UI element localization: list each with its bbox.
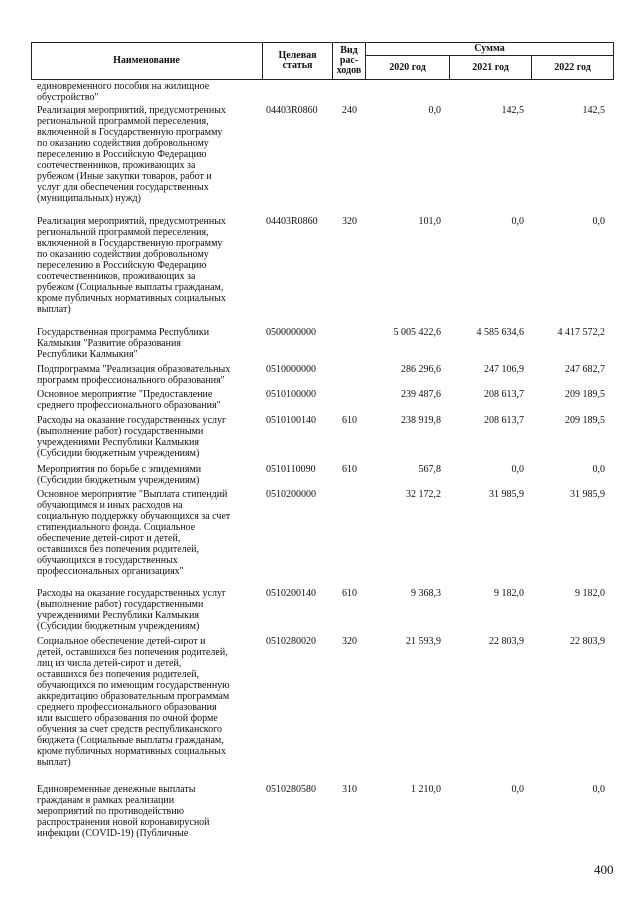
row-name: Государственная программа Республики Калмыкия "Развитие образования Республики Калмыкия" bbox=[37, 327, 210, 360]
header-year-2020: 2020 год bbox=[389, 61, 426, 73]
row-name: Расходы на оказание государственных услуг (выполнение работ) государственными учреждениями Республики Калмыкия (Субсидии бюджетным учреждениям) bbox=[37, 415, 227, 459]
header-year-2022: 2022 год bbox=[554, 61, 591, 73]
header-target-article: Целевая статья bbox=[278, 50, 317, 71]
row-value-2021: 31 985,9 bbox=[489, 489, 524, 500]
row-value-2020: 239 487,6 bbox=[401, 389, 441, 400]
row-value-2021: 0,0 bbox=[511, 784, 524, 795]
row-target-article: 0510100000 bbox=[266, 389, 316, 400]
row-value-2020: 0,0 bbox=[428, 105, 441, 116]
row-expense-type: 240 bbox=[342, 105, 357, 116]
header-sum: Сумма bbox=[474, 42, 505, 54]
row-target-article: 0510200000 bbox=[266, 489, 316, 500]
row-expense-type: 320 bbox=[342, 636, 357, 647]
row-expense-type: 320 bbox=[342, 216, 357, 227]
row-value-2020: 32 172,2 bbox=[406, 489, 441, 500]
row-expense-type: 610 bbox=[342, 464, 357, 475]
row-value-2020: 5 005 422,6 bbox=[393, 327, 441, 338]
row-name: Основное мероприятие "Предоставление среднего профессионального образования" bbox=[37, 389, 221, 411]
row-value-2020: 21 593,9 bbox=[406, 636, 441, 647]
row-value-2021: 9 182,0 bbox=[494, 588, 524, 599]
row-value-2022: 209 189,5 bbox=[565, 415, 605, 426]
row-value-2020: 9 368,3 bbox=[411, 588, 441, 599]
row-value-2020: 1 210,0 bbox=[411, 784, 441, 795]
row-value-2021: 208 613,7 bbox=[484, 389, 524, 400]
row-value-2021: 208 613,7 bbox=[484, 415, 524, 426]
row-target-article: 0500000000 bbox=[266, 327, 316, 338]
row-value-2022: 22 803,9 bbox=[570, 636, 605, 647]
header-year-2021: 2021 год bbox=[472, 61, 509, 73]
header-border-right bbox=[613, 42, 614, 80]
row-name: Расходы на оказание государственных услуг (выполнение работ) государственными учреждениями Республики Калмыкия (Субсидии бюджетным учреждениям) bbox=[37, 588, 227, 632]
row-value-2021: 0,0 bbox=[511, 464, 524, 475]
page-number: 400 bbox=[594, 862, 614, 877]
row-value-2021: 4 585 634,6 bbox=[476, 327, 524, 338]
row-value-2022: 9 182,0 bbox=[575, 588, 605, 599]
row-name: Единовременные денежные выплаты гражданам в рамках реализации мероприятий по противодействию распространения новой коронавирусной инфекции (COVID-19) (Публичные bbox=[37, 784, 210, 839]
row-target-article: 0510280580 bbox=[266, 784, 316, 795]
row-value-2020: 101,0 bbox=[418, 216, 441, 227]
row-target-article: 0510280020 bbox=[266, 636, 316, 647]
row-target-article: 0510110090 bbox=[266, 464, 316, 475]
row-name: Основное мероприятие "Выплата стипендий обучающимся и иных расходов на социальную поддержку обучающихся за счет стипендиального фонда. Социальное обеспечение детей-сирот и детей, оставшихся без попечения родителей, обучающихся в государственных профессиональных организациях" bbox=[37, 489, 231, 577]
row-expense-type: 610 bbox=[342, 415, 357, 426]
row-name: Подпрограмма "Реализация образовательных программ профессионального образования" bbox=[37, 364, 231, 386]
row-expense-type: 610 bbox=[342, 588, 357, 599]
row-target-article: 04403R0860 bbox=[266, 216, 318, 227]
row-name: Социальное обеспечение детей-сирот и детей, оставшихся без попечения родителей, лиц из числа детей-сирот и детей, оставшихся без попечения родителей, обучающихся по имеющим государственную аккредитацию образовательным программам среднего профессионального образования или высшего образования по очной форме обучения за счет средств республиканского бюджета (Социальные выплаты гражданам, кроме публичных нормативных социальных выплат) bbox=[37, 636, 230, 768]
row-target-article: 0510000000 bbox=[266, 364, 316, 375]
row-name: Реализация мероприятий, предусмотренных региональной программой переселения, включенной в Государственную программу по оказанию содействия добровольному переселению в Российскую Федерацию соотечественников, проживающих за рубежом (Социальные выплаты гражданам, кроме публичных нормативных социальных выплат) bbox=[37, 216, 226, 315]
row-value-2020: 567,8 bbox=[418, 464, 441, 475]
row-value-2021: 22 803,9 bbox=[489, 636, 524, 647]
row-name: единовременного пособия на жилищное обустройство" bbox=[37, 81, 210, 103]
row-value-2020: 286 296,6 bbox=[401, 364, 441, 375]
row-value-2022: 247 682,7 bbox=[565, 364, 605, 375]
row-value-2022: 209 189,5 bbox=[565, 389, 605, 400]
row-target-article: 0510200140 bbox=[266, 588, 316, 599]
row-target-article: 0510100140 bbox=[266, 415, 316, 426]
row-value-2022: 0,0 bbox=[592, 216, 605, 227]
row-target-article: 04403R0860 bbox=[266, 105, 318, 116]
row-value-2022: 0,0 bbox=[592, 784, 605, 795]
row-value-2021: 247 106,9 bbox=[484, 364, 524, 375]
row-value-2020: 238 919,8 bbox=[401, 415, 441, 426]
header-expense-type: Вид рас-ходов bbox=[336, 45, 362, 76]
row-value-2022: 0,0 bbox=[592, 464, 605, 475]
row-value-2021: 0,0 bbox=[511, 216, 524, 227]
row-expense-type: 310 bbox=[342, 784, 357, 795]
row-name: Реализация мероприятий, предусмотренных региональной программой переселения, включенной в Государственную программу по оказанию содействия добровольному переселению в Российскую Федерацию соотечественников, проживающих за рубежом (Иные закупки товаров, работ и услуг для обеспечения государственных (муниципальных) нужд) bbox=[37, 105, 226, 204]
row-value-2022: 142,5 bbox=[582, 105, 605, 116]
header-name: Наименование bbox=[113, 55, 180, 66]
table-header bbox=[31, 42, 614, 80]
row-value-2022: 4 417 572,2 bbox=[557, 327, 605, 338]
row-value-2021: 142,5 bbox=[501, 105, 524, 116]
row-name: Мероприятия по борьбе с эпидемиями (Субсидии бюджетным учреждениям) bbox=[37, 464, 202, 486]
row-value-2022: 31 985,9 bbox=[570, 489, 605, 500]
